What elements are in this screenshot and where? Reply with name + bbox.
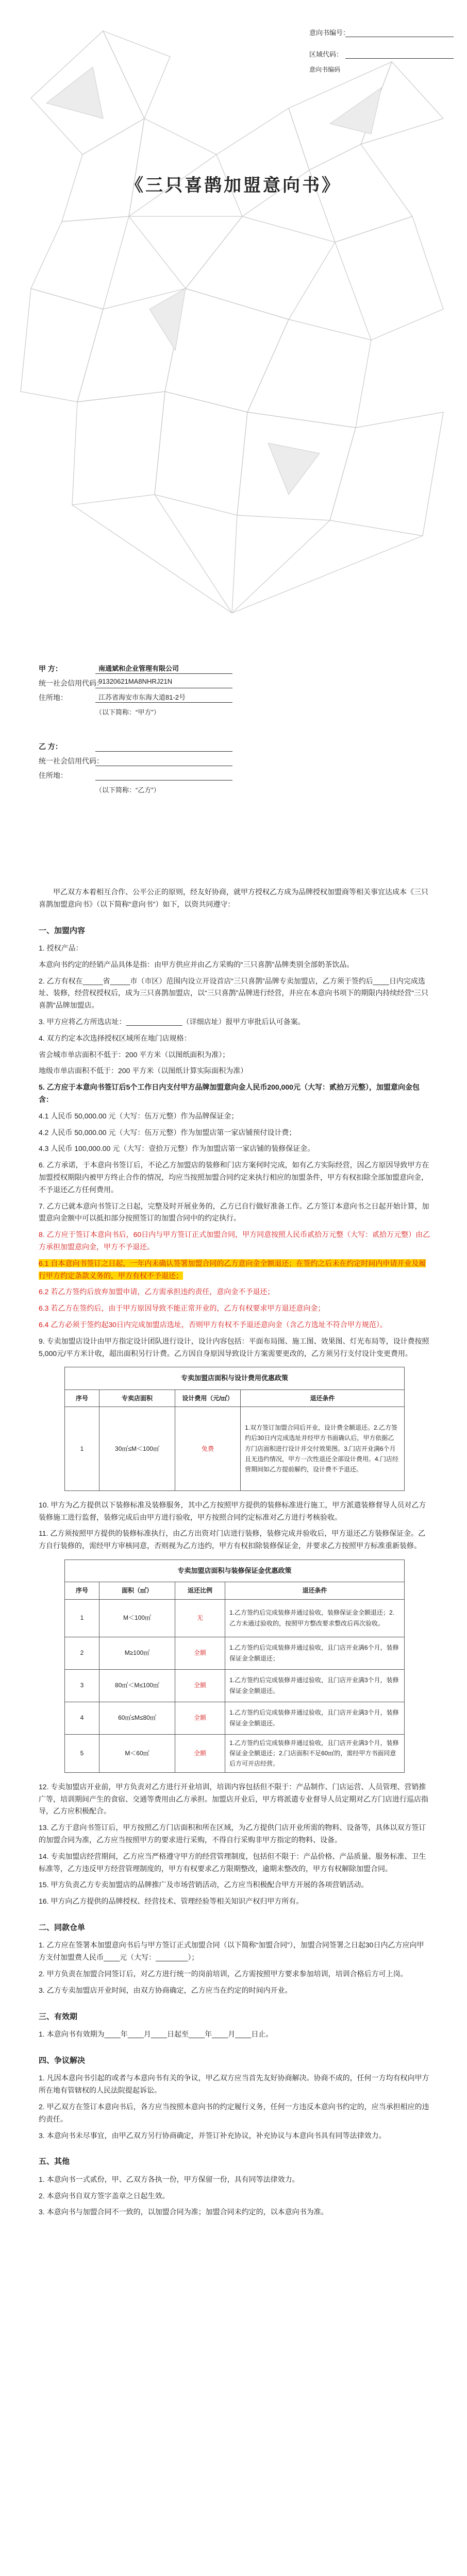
deposit-cell-no: 5 [65, 1734, 99, 1772]
party-a-name[interactable]: 南通斌和企业管理有限公司 [95, 663, 232, 674]
serial-number-row [309, 15, 454, 37]
section-2-title: 二、同款仓单 [39, 1923, 86, 1932]
clause-1-2: 2. 乙方有权在_____省_____市（市区）范围内设立开设首店“三只喜鹊”品牌专卖加盟店，乙方须于签约后____日内完成选址、装修，经营权授权后，成为三只喜鹊加盟店，以“三只喜鹊”品牌进行经营，并应在本意向书项下的期限内持续经营“三只喜鹊”品牌加盟店。 [39, 976, 428, 1010]
clause-1-10: 10. 甲方为乙方提供以下装修标准及装修服务，其中乙方按照甲方提供的装修标准进行施工，甲方派遣装修督导人员对乙方装修施工进行监督，装修完成后由甲方进行验收，甲方按照合同约定标准对乙方进行考核验收。 [39, 1500, 426, 1521]
design-fee-col-fee: 设计费用（元/㎡） [175, 1389, 241, 1406]
table-row [65, 1599, 405, 1637]
design-fee-col-cond: 退还条件 [241, 1389, 405, 1406]
clause-2-2: 2. 甲方负责在加盟合同签订后，对乙方进行统一的岗前培训，乙方需按照甲方要求参加培训，培训合格后方可上岗。 [39, 1970, 408, 1978]
design-fee-table [64, 1367, 405, 1490]
deposit-cell-rate: 全额 [175, 1734, 225, 1772]
clause-1-1: 1. 授权产品： [39, 944, 83, 953]
deposit-cell-rate: 全额 [175, 1637, 225, 1669]
serial-note: 意向书编码 [309, 66, 341, 73]
party-b-name[interactable] [95, 741, 232, 752]
design-fee-table-caption: 专卖加盟店面积与设计费用优惠政策 [65, 1367, 405, 1389]
party-b-address-label: 住所地： [39, 771, 68, 779]
deposit-cell-cond: 1.乙方签约后完成装修并通过验收，且门店开业满6个月，装修保证金全额退还； [225, 1637, 405, 1669]
deposit-cell-area: M≥100㎡ [99, 1637, 175, 1669]
clause-1-5-a: 4.1 人民币 50,000.00 元（大写：伍万元整）作为品牌保证金； [39, 1111, 239, 1120]
clause-1-8: 8. 乙方应于签订本意向书后，60日内与甲方签订正式加盟合同，甲方同意按照人民币贰拾万元整（大写：贰拾万元整）由乙方承担加盟意向金，甲方不予退还。 [39, 1230, 430, 1251]
deposit-cell-area: M＜100㎡ [99, 1599, 175, 1637]
clause-5-1: 1. 本意向书一式贰份，甲、乙双方各执一份，甲方保留一份，具有同等法律效力。 [39, 2175, 299, 2183]
deposit-cell-rate: 全额 [175, 1702, 225, 1734]
design-fee-col-area: 专卖店面积 [99, 1389, 175, 1406]
clause-1-5-b: 4.2 人民币 50,000.00 元（大写：伍万元整）作为加盟店第一家店铺预付设计费； [39, 1128, 296, 1137]
party-a-credit-code[interactable]: 91320621MA8NHRJ21N [95, 677, 232, 688]
party-a-address-label: 住所地： [39, 693, 68, 702]
clause-1-4-a: 省会城市单店面积不低于：200 平方米（以图纸面积为准）； [39, 1050, 230, 1059]
design-fee-col-no: 序号 [65, 1389, 99, 1406]
clause-2-3: 3. 乙方专卖加盟店开业时间，由双方协商确定，乙方应当在约定的时间内开业。 [39, 1986, 292, 1994]
section-5-title: 五、其他 [39, 2157, 70, 2166]
clause-4-2: 2. 甲乙双方在签订本意向书后，各方应当按照本意向书的约定履行义务，任何一方违反本意向书约定的，应当承担相应的违约责任。 [39, 2102, 429, 2123]
region-code-field[interactable] [345, 49, 454, 59]
deposit-cell-no: 1 [65, 1599, 99, 1637]
clause-1-16: 16. 甲方向乙方提供的品牌授权、经营技术、管理经验等相关知识产权归甲方所有。 [39, 1897, 304, 1906]
document-title: 《三只喜鹊加盟意向书》 [126, 176, 341, 195]
deposit-cell-no: 4 [65, 1702, 99, 1734]
clause-red-3: 6.4 乙方必须于签约起30日内完成加盟店选址，否则甲方有权不予退还意向金（含乙方选址不符合甲方规范）。 [39, 1320, 387, 1329]
design-fee-cell-fee: 免费 [175, 1406, 241, 1490]
deposit-cell-cond: 1.乙方签约后完成装修并通过验收，且门店开业满3个月，装修保证金全额退还。 [225, 1702, 405, 1734]
deposit-col-no: 序号 [65, 1582, 99, 1599]
design-fee-cell-no: 1 [65, 1406, 99, 1490]
party-b-label: 乙 方： [39, 742, 62, 751]
clause-1-6: 6. 乙方承诺，于本意向书签订后，不论乙方加盟店的装修和门店方案何时完成，如有乙方实际经营，因乙方原因导致甲方在加盟授权期限内被甲方终止合作的情况，均应当按照加盟合同约定来执行相应的加盟条件，甲方有权扣除全部加盟意向金，不予退还乙方任何费用。 [39, 1161, 429, 1194]
serial-number-label: 意向书编号： [309, 29, 350, 37]
deposit-table-caption: 专卖加盟店面积与装修保证金优惠政策 [65, 1560, 405, 1582]
clause-4-3: 3. 本意向书未尽事宜，由甲乙双方另行协商确定，并签订补充协议，补充协议与本意向书具有同等法律效力。 [39, 2131, 386, 2140]
design-fee-cell-cond: 1.双方签订加盟合同后开业，设计费全额退还。2.乙方签约后30日内完成选址并经甲方书面确认后，甲方依据乙方门店面积进行设计并交付效果图。3.门店开业满6个月且无违约情况，甲方一次性退还全部设计费用。4.门店经营期间如乙方提前解约，设计费不予退还。 [241, 1406, 405, 1490]
region-code-label: 区域代码： [309, 50, 343, 58]
clause-1-5-c: 4.3 人民币 100,000.00 元（大写：壹拾万元整）作为加盟店第一家店铺的装修保证金。 [39, 1144, 315, 1153]
table-row [65, 1734, 405, 1772]
party-b-note: （以下简称：“乙方”） [95, 786, 160, 794]
deposit-cell-no: 2 [65, 1637, 99, 1669]
table-row [65, 1637, 405, 1669]
clause-1-15: 15. 甲方负责乙方专卖加盟店的品牌推广及市场营销活动，乙方应当积极配合甲方开展的各项营销活动。 [39, 1880, 369, 1889]
table-row [65, 1702, 405, 1734]
deposit-table [64, 1560, 405, 1773]
party-a-address[interactable]: 江苏省海安市东海大道81-2号 [95, 692, 232, 703]
party-b [39, 737, 430, 794]
party-b-credit-label: 统一社会信用代码： [39, 757, 104, 765]
clause-highlighted-refund: 6.1 自本意向书签订之日起，一年内未确认签署加盟合同的乙方意向金全额退还；在签约之后未在约定时间内申请开业及履行甲方约定条款义务的，甲方有权不予退还； [39, 1259, 426, 1280]
clause-1-14: 14. 专卖加盟店经营期间，乙方应当严格遵守甲方的经营管理制度，包括但不限于：产品价格、产品质量、服务标准、卫生标准等，乙方违反甲方经营管理制度的，甲方有权要求乙方限期整改，逾期未整改的，甲方有权解除加盟合同。 [39, 1852, 426, 1873]
clause-1-11: 11. 乙方须按照甲方提供的装修标准执行，由乙方出资对门店进行装修，装修完成并验收后，甲方退还乙方装修保证金。乙方自行装修的，需经甲方审核同意，否则视为乙方违约，甲方有权扣除装修保证金，并要求乙方按照甲方标准重新装修。 [39, 1529, 426, 1550]
table-row [65, 1406, 405, 1490]
section-3-title: 三、有效期 [39, 2012, 78, 2021]
clause-red-1: 6.2 若乙方签约后放弃加盟申请，乙方需承担违约责任，意向金不予退还； [39, 1287, 275, 1296]
deposit-cell-cond: 1.乙方签约后完成装修并通过验收，且门店开业满3个月，装修保证金全额退还。 [225, 1669, 405, 1702]
clause-4-1: 1. 凡因本意向书引起的或者与本意向书有关的争议，甲乙双方应当首先友好协商解决。协商不成的，任何一方均有权向甲方所在地有管辖权的人民法院提起诉讼。 [39, 2074, 429, 2095]
cover-geometric-birds-art [0, 0, 467, 639]
clause-5-3: 3. 本意向书与加盟合同不一致的，以加盟合同为准；加盟合同未约定的，以本意向书为准。 [39, 2208, 328, 2216]
clause-1-4-b: 地级市单店面积不低于：200 平方米（以图纸计算实际面积为准） [39, 1066, 248, 1075]
party-a-note: （以下简称：“甲方”） [95, 708, 160, 716]
design-fee-cell-area: 30㎡≤M＜100㎡ [99, 1406, 175, 1490]
party-b-address[interactable] [95, 770, 232, 781]
serial-info-block [309, 15, 454, 74]
deposit-cell-area: 80㎡＜M≤100㎡ [99, 1669, 175, 1702]
deposit-cell-cond: 1.乙方签约后完成装修并通过验收，装修保证金全额退还；2.乙方未通过验收的，按照甲方整改要求整改后再次验收。 [225, 1599, 405, 1637]
deposit-cell-rate: 全额 [175, 1669, 225, 1702]
table-row [65, 1669, 405, 1702]
clause-1-9: 9. 专卖加盟店设计由甲方指定设计团队进行设计，设计内容包括：平面布局图、施工图、效果图、灯光布局等，设计费按照5,000元/平方米计收，超出面积另行计费。乙方因自身原因导致设计方案需要更改的，乙方须另行支付设计变更费用。 [39, 1336, 429, 1358]
clause-1-5: 5. 乙方应于本意向书签订后5个工作日内支付甲方品牌加盟意向金人民币200,000元（大写：贰拾万元整），加盟意向金包含： [39, 1083, 420, 1104]
deposit-cell-cond: 1.乙方签约后完成装修并通过验收，且门店开业满3个月，装修保证金全额退还；2.门店面积不足60㎡的，需经甲方书面同意后方可开店经营。 [225, 1734, 405, 1772]
clause-5-2: 2. 本意向书自双方签字盖章之日起生效。 [39, 2191, 170, 2200]
party-a [39, 659, 430, 717]
parties-block [39, 659, 430, 815]
clause-1-1-detail: 本意向书约定的经销产品具体是指：由甲方供应并由乙方采购的“三只喜鹊”品牌类别全部奶茶饮品。 [39, 960, 354, 969]
clause-1-3: 3. 甲方应将乙方所选店址：______________（详细店址）报甲方审批后认可备案。 [39, 1018, 305, 1026]
region-code-row [309, 37, 454, 59]
party-a-credit-label: 统一社会信用代码： [39, 679, 104, 687]
party-a-label: 甲 方： [39, 665, 62, 673]
intro-paragraph: 甲乙双方本着相互合作、公平公正的原则，经友好协商，就甲方授权乙方成为品牌授权加盟商等相关事宜达成本《三只喜鹊加盟意向书》（以下简称“意向书”）如下，以资共同遵守： [39, 888, 428, 908]
clause-1-12: 12. 专卖加盟店开业前，甲方负责对乙方进行开业培训，培训内容包括但不限于：产品制作、门店运营、人员管理、营销推广等，培训期间产生的食宿、交通等费用由乙方承担。加盟店开业后，甲方将派遣专业督导人员定期对乙方门店进行巡店指导，乙方应积极配合。 [39, 1782, 428, 1816]
serial-number-field[interactable] [345, 27, 454, 37]
deposit-cell-rate: 无 [175, 1599, 225, 1637]
clause-1-7: 7. 乙方已就本意向书签订之日起，完整及时开展业务的，乙方已自行做好准备工作。乙方签订本意向书之日起开始计算，加盟意向金额中可以抵扣部分按照签订的加盟合同中的约定执行。 [39, 1201, 429, 1223]
deposit-col-area: 面积（㎡） [99, 1582, 175, 1599]
document-body [39, 886, 430, 2223]
deposit-col-rate: 返还比例 [175, 1582, 225, 1599]
deposit-cell-no: 3 [65, 1669, 99, 1702]
clause-red-2: 6.3 若乙方在签约后，由于甲方原因导致不能正常开业的，乙方有权要求甲方退还意向金； [39, 1304, 325, 1313]
section-1-title: 一、加盟内容 [39, 926, 86, 935]
clause-2-1: 1. 乙方应在签署本加盟意向书后与甲方签订正式加盟合同（以下简称“加盟合同”），加盟合同签署之日起30日内乙方应向甲方支付加盟费人民币____元（大写：________）； [39, 1941, 424, 1962]
deposit-cell-area: 60㎡≤M≤80㎡ [99, 1702, 175, 1734]
clause-1-13: 13. 乙方于意向书签订后，甲方按照乙方门店面积和所在区域，为乙方提供门店开业所需的物料、设备等，具体以双方签订的加盟合同为准，乙方应当按照甲方的要求进行采购，不得自行采购非甲方指定的物料、设备。 [39, 1823, 426, 1844]
clause-3-1: 1. 本意向书有效期为____年____月____日起至____年____月____日止。 [39, 2030, 273, 2039]
deposit-col-cond: 退还条件 [225, 1582, 405, 1599]
deposit-cell-area: M＜60㎡ [99, 1734, 175, 1772]
party-b-credit-code[interactable] [95, 755, 232, 766]
clause-1-4: 4. 双方约定本次选择授权区域所在地门店规格： [39, 1033, 191, 1042]
section-4-title: 四、争议解决 [39, 2056, 86, 2065]
